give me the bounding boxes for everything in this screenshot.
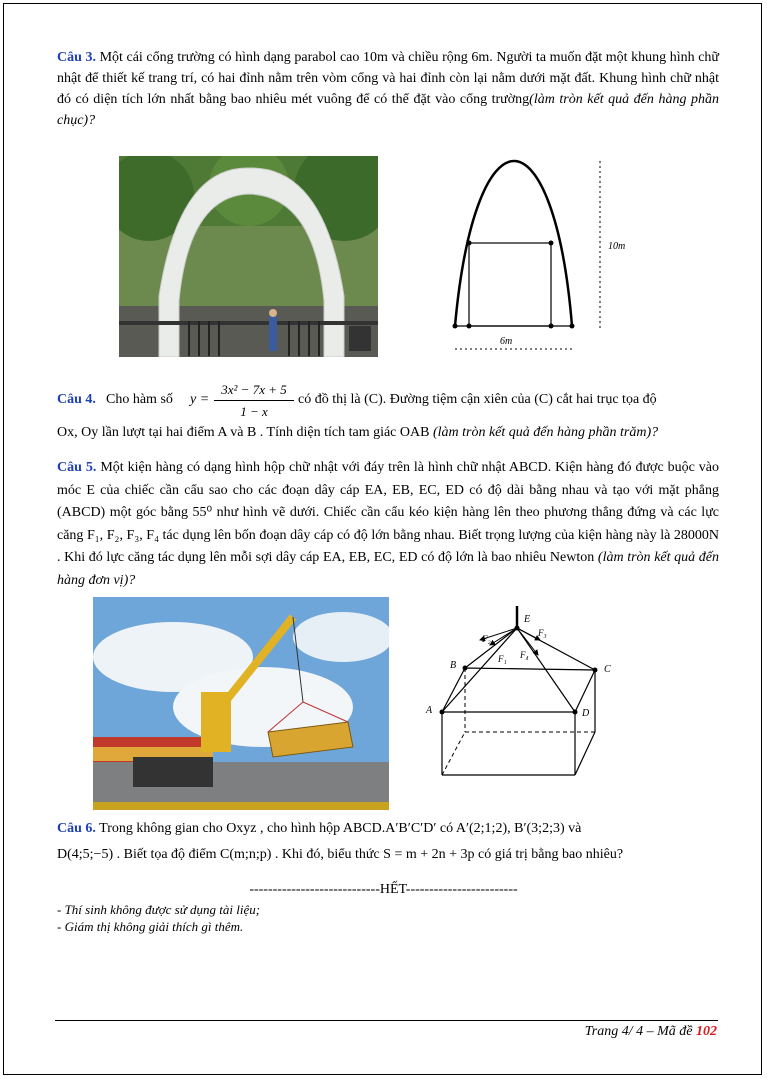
footer-rule: [55, 1020, 718, 1021]
question-4-note: (làm tròn kết quả đến hàng phần trăm)?: [432, 425, 659, 440]
exam-code: 102: [696, 1024, 717, 1039]
height-label: 10m: [608, 241, 626, 252]
end-marker: ----------------------------HẾT------------------------: [249, 882, 518, 897]
question-5-text: Một kiện hàng có dạng hình hộp chữ nhật với đáy trên là hình chữ nhật ABCD. Kiện hàng đó được buộc vào móc E của chiếc cần cẩu sao cho các đoạn dây cáp EA, EB, EC, ED có độ dài bằng nhau và tạo với mặt phẳng (ABCD) một góc bằng 55⁰ như hình vẽ dưới. Chiếc cần cẩu kéo kiện hàng lên theo phương thẳng đứng và các lực căng F₁, F₂, F₃, F₄ tác dụng lên bốn đoạn dây cáp có độ lớn bằng nhau. Biết trọng lượng của kiện hàng này là 28000N . Khi đó lực căng tác dụng lên mỗi sợi dây cáp EA, EB, EC, ED có độ lớn là bao nhiêu Newton: [57, 460, 720, 565]
question-3: [57, 47, 719, 131]
question-6-label: Câu 6.: [57, 821, 96, 836]
question-5-note: (làm tròn kết quả đến hàng đơn vị)?: [57, 550, 720, 588]
question-4-mid: có đồ thị là (C). Đường tiệm cận xiên của (C) cắt hai trục tọa độ: [298, 392, 657, 407]
gate-photo: [119, 156, 378, 357]
question-3-label: Câu 3.: [57, 50, 96, 65]
label-F3: F₃: [538, 628, 547, 638]
fraction-numerator: 3x² − 7x + 5: [221, 382, 287, 397]
fraction-denominator: 1 − x: [240, 404, 268, 419]
function-y: y =: [190, 392, 210, 407]
svg-text:E: E: [305, 691, 312, 701]
footer: [585, 1024, 717, 1040]
question-6: [57, 816, 719, 868]
question-4-cont: [57, 422, 719, 443]
label-C: C: [604, 664, 611, 675]
label-A: A: [426, 705, 433, 716]
label-E: E: [524, 614, 531, 625]
question-4: [57, 380, 719, 422]
label-F2: F₂: [482, 634, 491, 644]
question-4-pre: Cho hàm số: [106, 392, 173, 407]
width-label: 6m: [500, 336, 513, 347]
label-F1: F₁: [498, 654, 507, 664]
question-3-note: (làm tròn kết quả đến hàng phần chục)?: [57, 92, 719, 128]
question-6-line1: Trong không gian cho Oxyz , cho hình hộp ABCD.A′B′C′D′ có A′(2;1;2), B′(3;2;3) và: [99, 821, 582, 836]
question-4-label: Câu 4.: [57, 392, 96, 407]
end-note-2: - Giám thị không giải thích gì thêm.: [57, 919, 244, 934]
question-4-line2: Ox, Oy lần lượt tại hai điểm A và B . Tính diện tích tam giác OAB: [57, 425, 430, 440]
end-note-1: - Thí sinh không được sử dụng tài liệu;: [57, 902, 261, 917]
parabola-diagram: [440, 156, 640, 356]
label-B: B: [450, 660, 457, 671]
label-D: D: [582, 708, 590, 719]
question-5-label: Câu 5.: [57, 460, 97, 475]
question-6-line2: D(4;5;−5) . Biết tọa độ điểm C(m;n;p) . Khi đó, biểu thức S = m + 2n + 3p có giá trị bằng bao nhiêu?: [57, 847, 624, 862]
page-number: Trang 4/ 4 – Mã đề: [584, 1024, 693, 1039]
question-3-text: Một cái cổng trường có hình dạng parabol cao 10m và chiều rộng 6m. Người ta muốn đặt một khung hình chữ nhật để thiết kế trang trí, có hai đỉnh nằm trên vòm cổng và hai đỉnh còn lại nằm dưới mặt đất. Khung hình chữ nhật đó có diện tích lớn nhất bằng bao nhiêu mét vuông để có thể đặt vào cổng trường: [57, 50, 720, 107]
box-diagram: [420, 600, 630, 785]
question-5: [57, 457, 719, 592]
crane-photo: [93, 597, 389, 810]
label-F4: F₄: [520, 650, 529, 660]
